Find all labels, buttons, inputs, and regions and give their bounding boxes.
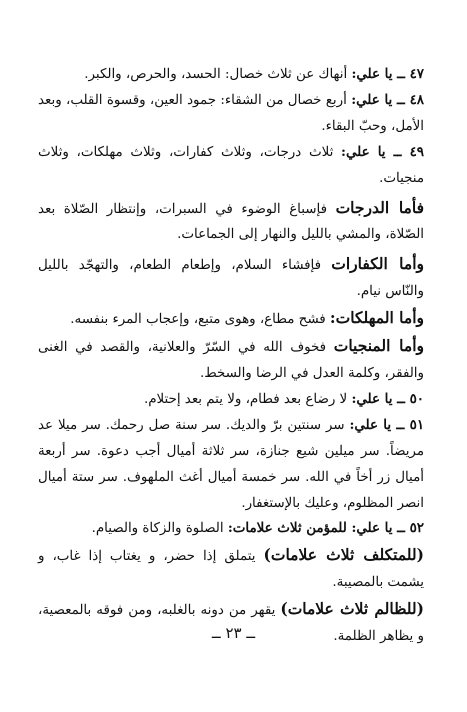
- hadith-51-text: سر سنتين برّ والديك. سر سنة صل رحمك. سر ميلا عد مريضاً. سر ميلين شيع جنازة، سر ثلاثة أميال أجب دعوة. سر أربعة أميال زر أخاً في الله. سر خمسة أميال أغث الملهوف. سر ستة أميال انصر المظلوم، وعليك بالإستغفار.: [38, 417, 424, 511]
- hadith-47-text: أنهاك عن ثلاث خصال: الحسد، والحرص، والكبر.: [84, 67, 352, 82]
- hadith-50: [38, 387, 424, 413]
- hadith-49-text: ثلاث درجات، وثلاث كفارات، وثلاث مهلكات، وثلاث منجيات.: [38, 144, 424, 186]
- section-darajat-heading: فأما الدرجات: [335, 197, 424, 217]
- hadith-48-heading: ٤٨ ــ يا علي:: [351, 91, 424, 108]
- hadith-52-heading: ٥٢ ــ يا علي: للمؤمن ثلاث علامات:: [227, 520, 424, 537]
- section-kaffarat: [38, 251, 424, 305]
- hadith-49: [38, 140, 424, 192]
- section-muhlikat-heading: وأما المهلكات:: [329, 308, 424, 328]
- section-muhlikat: [38, 305, 424, 333]
- hadith-49-heading: ٤٩ ــ يا علي:: [341, 143, 424, 160]
- hadith-50-text: لا رضاع بعد فطام، ولا يتم بعد إحتلام.: [143, 391, 352, 407]
- section-mutakallif-heading: (للمتكلف ثلاث علامات): [263, 545, 424, 565]
- section-munjiyat-text: فخوف الله في السّرّ والعلانية، والقصد في الغنى والفقر، وكلمة العدل في الرضا والسخط.: [38, 340, 424, 381]
- hadith-47: [38, 62, 424, 88]
- hadith-47-heading: ٤٧ ــ يا علي:: [351, 66, 424, 82]
- section-mutakallif-text: يتملق إذا حضر، و يغتاب إذا غاب، و يشمت بالمصيبة.: [38, 549, 424, 591]
- section-zalim-text: يقهر من دونه بالغلبه، ومن فوقه بالمعصية، و يظاهر الظلمة.: [38, 603, 424, 645]
- section-kaffarat-text: فإفشاء السلام، وإطعام الطعام، والتهجّد بالليل والنّاس نيام.: [38, 258, 424, 300]
- section-munjiyat: [38, 333, 424, 387]
- section-kaffarat-heading: وأما الكفارات: [331, 254, 424, 274]
- section-munjiyat-heading: وأما المنجيات: [333, 336, 424, 356]
- section-darajat-text: فإسباغ الوضوء في السبرات، وإنتظار الصّلاة بعد الصّلاة، والمشي بالليل والنهار إلى الجماعات.: [38, 201, 424, 243]
- hadith-48: [38, 88, 424, 140]
- hadith-52: [38, 516, 424, 542]
- page-number: ــ ٢٣ ــ: [211, 624, 256, 642]
- hadith-51: [38, 413, 424, 517]
- hadith-48-text: أربع خصال من الشقاء: جمود العين، وقسوة القلب، وبعد الأمل، وحبّ البقاء.: [38, 92, 424, 134]
- hadith-52-text: الصلوة والزكاة والصيام.: [91, 521, 228, 537]
- section-zalim-heading: (للظالم ثلاث علامات): [280, 599, 424, 619]
- hadith-51-heading: ٥١ ــ يا علي:: [349, 416, 425, 433]
- section-muhlikat-text: فشح مطاع، وهوى متبع، وإعجاب المرء بنفسه.: [70, 312, 330, 328]
- section-darajat: [38, 195, 424, 249]
- page-text: [38, 62, 424, 650]
- section-mutakallif: [38, 542, 424, 596]
- hadith-50-heading: ٥٠ ــ يا علي:: [351, 390, 424, 407]
